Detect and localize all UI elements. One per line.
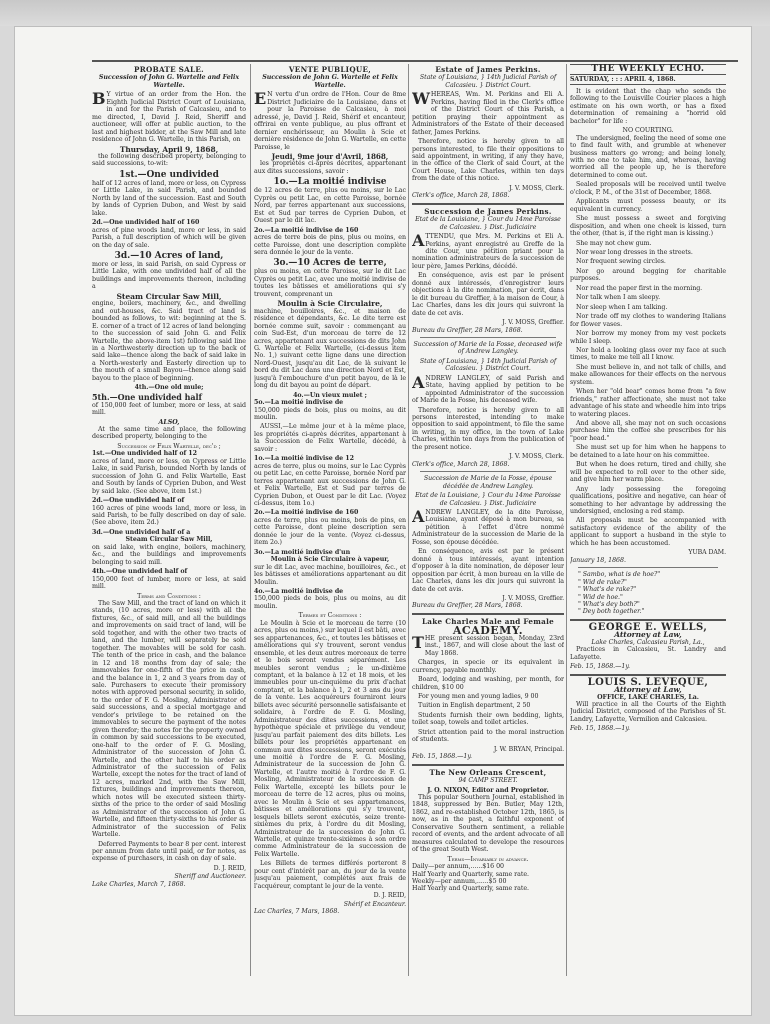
notice-text: NDREW LANGLEY, of said Parish and State, having applied by petition to be appointed Administrator of the succession of Marie de la Fosse, his deceased wife. [412,374,564,405]
item-text: plus ou moins, en cette Paroisse, sur le dit Lac Cyprès ou petit Lac, avec une moitié indivise de toutes les bâtisses et améliorations qui s'y trouvent, comprenant un [254,268,406,298]
academy-text: Board, lodging and washing, per month, for children, $10 00 [412,676,564,691]
item-text: 160 acres of pine woods land, more or less, in said Parish, to be fully described on day of sale. (See above, item 2d.) [92,504,246,527]
drop-cap: T [412,632,424,652]
terms-text: The Saw Mill, and the tract of land on which it stands, (10 acres, more or less) with all the fixtures, &c., of said mill, and all the buildings and improvements on said tract of land, will be sold together, and with the other two tracts of land, and the lumber, will separately be sold together. The movables will be sold for cash. The tenth of the price in cash, and the balance in 12 and 18 months from day of sale; the immovables for one-fifth of the price in cash, and the balance in 1, 2 and 3 years from day of sale. Purchasers to execute their promissory notes with approved personal security, in solido, to the order of F. G. Mosling, Administrator of said successions, and a special mortgage and vendor's privilege to be retained on the immovables to secure the payment of the notes given therefor; the notes for the property owned in common by said successions to be executed, one-half to the order of F. G. Mosling, Administrator of the succession of John G. Wartelle, and the other half to his order as Administrator of the succession of Felix Wartelle, except the notes for the tract of land of 12 acres, marked 2nd, with the Saw Mill, fixtures, buildings and improvements thereon, which notes will be executed sixteen thirty-sixths of the price to the order of said Mosling as Administrator of the succession of John G. Wartelle, and fifteen thirty-sixths to his order as Administrator of the succession of Felix Wartelle. [92,600,246,839]
top-rule [92,60,738,62]
probate-sale-subtitle: Succession of John G. Wartelle and Felix Wartelle. [98,74,240,89]
drop-cap: A [412,372,425,392]
academy-text: Tuition in English department, 2 50 [418,702,531,710]
academy-text: HE present session began, Monday, 23rd inst., 1867, and will close about the last of May 1868. [424,634,564,657]
article-text: Nor borrow my money from my vest pockets while I sleep. [570,330,726,345]
dateline: Feb. 15, 1868.—1y. [412,753,472,761]
attorney-name: GEORGE E. WELLS, [588,621,708,633]
attorney-place: OFFICE, LAKE CHARLES, La. [597,693,699,701]
article-text: Nor sleep when I am talking. [576,303,668,311]
sale-date: Jeudi, 9me jour d'Avril, 1868, [271,151,389,161]
academy-text: Charges, in specie or its equivalent in currency, payable monthly. [412,659,564,674]
terms-text: Les Billets de termes différés porteront 8 pour cent d'intérêt par an, du jour de la vente jusqu'au paiement, complétés aux frais de l'acquéreur, comptant le jour de la vente. [254,860,406,890]
notice-title: Succession de James Perkins. [424,206,552,216]
divider [420,471,556,472]
terms-text: Le Moulin à Scie et le morceau de terre (10 acres, plus ou moins,) sur lequel il est bâti, avec ses appartenances, &c., et toutes les bâtisses et améliorations qui s'y trouvent, seront vendus ensemble, et les deux autres morceaux de terre et le bois seront vendus séparément. Les meubles seront vendus ; le un-dixième comptant, et la balance à 12 et 18 mois, et les immeubles pour un-cinquième du prix d'achat comptant, et la balance à 1, 2 et 3 ans du jour de la vente. Les acquéreurs fourniront leurs billets avec sécurité personnelle satisfaisante et solidaire, à l'ordre de F. G. Mosling, Administrateur des dites successions, et une hypothèque spéciale et privilège du vendeur, jusqu'au parfait paiement des dits billets. Les billets pour les propriétés appartenant en commun aux dites successions, seront exécutés une moitié à l'ordre de F. G. Mosling, Administrateur de la succession de John G. Wartelle, et l'autre moitié à l'ordre de F. G. Mosling, Administrateur de la succession de Felix Wartelle, excepté les billets pour le morceau de terre de 12 acres, plus ou moins, avec le Moulin à Scie et ses appartenances, bâtisses et améliorations qui s'y trouvent, lesquels billets seront exécutés, seize trente-sixièmes du prix, à l'ordre du dit Mosling, Administrateur de la succession de John G. Wartelle, et quinze trente-sixièmes à son ordre comme Administrateur de la succession de Felix Wartelle. [254,619,406,858]
divider [420,337,556,338]
sale-date: Thursday, April 9, 1868, [119,144,219,154]
article-heading: NO COURTING. [622,127,674,135]
notice-court: Etat de la Louisiane, } Cour du 14me Paroisse de Calcasieu. } Dist. Judiciaire [415,216,561,231]
dateline: Feb. 15, 1868.—1y. [570,663,630,671]
crescent-title: The New Orleans Crescent, [429,767,547,777]
item-heading: 2d.—One undivided half of [92,497,185,505]
divider [412,764,564,766]
article-text: Nor wear long dresses in the streets. [576,248,693,256]
drop-cap: B [92,89,106,109]
signature: J. V. MOSS, Greffier. [502,319,564,327]
item-heading: 2o.—La moitié indivise de 160 [254,509,359,517]
notice-title: Estate of James Perkins. [435,65,541,74]
article-text: But when he does return, tired and chilly, she will be expected to roll over to the other side, and give him her warm place. [570,461,726,484]
dateline: January 18, 1868. [570,556,626,564]
item-heading: 4o.—La moitié indivise de [254,588,344,595]
article-text: Nor go around begging for charitable purposes. [570,267,726,283]
item-heading: 1st.—One undivided half of 12 [92,450,197,458]
article-text: It is evident that the chap who sends the following to the Louisville Courier places a high estimate on his own worth, or has a fixed determination of remaining a "horrid old bachelor" for life : [570,87,726,125]
column-rule [408,64,409,976]
item-text: machine, bouilloires, &c., et maison de résidence et dépendants, &c. Le dite terre est bornée comme suit, savoir : commençant au coin Sud-Est, d'un morceau de terre de 12 acres, appartenant aux successions de dits John G. Wartelle et Felix Wartelle, (ci-dessus item No. 1,) suivant cette ligne dans une direction Nord-Ouest, jusqu'au dit Lac, de là suivant le bord du dit Lac dans une direction Nord et Est, jusqu'à l'embouchure d'un petit bayou, de là le long du dit bayou au point de départ. [254,307,406,390]
terms-text: Deferred Payments to bear 8 per cent. interest per annum from date until paid, or for notes, as expense of purchasers, in cash on day of sale. [92,840,246,863]
notice-text: En conséquence, avis est par le présent donné aux intéressés, d'enregistrer leurs objections à la dite nomination, par écrit, dans le dit bureau du Greffier, à la maison de Cour, à Lac Charles, dans les dix jours qui suivront la date de cet avis. [412,272,564,317]
vente-title: VENTE PUBLIQUE, [288,65,372,74]
item-heading: 5o.—La moitié indivise de [254,399,344,407]
divider [570,619,726,621]
attorney-text: Practices in Calcasieu, St. Landry and Lafayette. [570,646,726,661]
article-text: Nor hold a looking glass over my face at such times, to make me tell all I know. [570,346,726,362]
article-text: She may not chew gum. [576,239,652,247]
terms-heading: Terms and Conditions : [137,592,201,600]
issue-date [570,76,726,84]
crescent-rate: Half Yearly and Quarterly, same rate. [412,870,529,878]
item-text: acres of pine woods land, more or less, in said Parish, a full description of which will be given on the day of sale. [92,226,246,249]
masthead: THE WEEKLY ECHO. [570,64,726,75]
dateline: Bureau du Greffier, 28 Mars, 1868. [412,602,523,610]
item-text: on said lake, with engine, boilers, machinery, &c., and the buildings and improvements belonging to said mill. [92,543,246,566]
vente-subtitle: Succession de John G. Wartelle et Felix Wartelle. [262,74,398,89]
column-vente-publique [254,64,406,978]
item-heading: 4th.—One undivided half of [92,568,188,576]
signature-title: Shérif et Encanteur. [343,900,406,908]
article-text: And above all, she may not on such occasions purchase him the coffee she prescribes for his "poor head." [570,420,726,442]
notice-text: TTENDU, que Mrs. M. Perkins et Eli A. Perkins, ayant enregistré au Greffe de la dite Cour, une pétition priant pour la nomination administrateurs de la succession de leur père, James Perkins, décédé. [412,233,564,270]
crescent-rate: Weekly—per annum,......$5 00 [412,877,507,885]
quip-line: " Sambo, what is de hoe?" [578,571,661,579]
notice-court: Etat de la Louisiane, } Cour du 14me Paroisse de Calcasieu. } Dist. Judiciaire [415,492,561,507]
notice-title: Succession of Marie de la Fosse, deceased wife of Andrew Langley. [413,340,563,356]
column-legal-notices [412,64,564,978]
item-text: more or less, in said Parish, on said Cypress or Little Lake, with one undivided half of all the buildings and improvements thereon, including a [92,260,246,291]
column-rule [250,64,251,976]
item-text: 150,000 pieds de bois, plus ou moins, au dit moulin. [254,406,406,422]
item-heading: Moulin à Scie Circulaire, [277,299,383,309]
also-heading: ALSO, [158,418,180,426]
signature: J. V. MOSS, Clerk. [509,184,564,192]
attorney-name: LOUIS S. LEVEQUE, [587,676,709,688]
academy-title: Lake Charles Male and Female [421,616,555,626]
item-heading: 1st.—One undivided [119,169,219,180]
signature-title: Sheriff and Auctioneer. [174,873,246,881]
drop-cap: W [412,89,430,109]
notice-court: State of Louisiana, } 14th Judicial Parish of Calcasieu. } District Court. [419,357,557,373]
article-text: Any lady possessing the foregoing qualifications, positive and negative, can hear of something to her advantage by addressing the undersigned, enclosing a red stamp. [570,485,726,516]
item-heading: Steam Circular Saw Mill, [125,536,213,544]
attorney-place: Lake Charles, Calcasieu Parish, La., [591,638,705,646]
item-text: of 150,000 feet of lumber, more or less, at said mill. [92,401,246,417]
item-text: 150,000 pieds de bois, plus ou moins, au dit moulin. [254,595,406,610]
quip-line: " What's dey both?" [578,601,640,608]
dateline: Bureau du Greffier, 28 Mars, 1868. [412,326,523,334]
divider [412,613,564,615]
column-rule [566,64,567,976]
item-text: acres de terre, plus ou moins, bois de pins, en cette Paroisse, dont pleine description sera donnée le jour de la vente. (Voyez ci-dessus, item 2o.) [254,516,406,547]
attorney-title: Attorney at Law, [614,630,682,640]
signature: D. J. REID, [373,892,406,900]
dateline: Feb. 15, 1868.—1y. [570,725,630,733]
terms-heading: Termes et Conditions : [298,612,362,620]
dateline: Clerk's office, March 28, 1868. [412,460,510,468]
signature: J. V. MOSS, Greffier. [502,595,564,602]
item-text: sur le dit Lac, avec machine, bouilloires, &c., et les bâtisses et améliorations appartenant au dit Moulin. [254,563,406,586]
signature: J. V. MOSS, Clerk. [509,453,564,461]
item-text: acres of land, more or less, on Cypress or Little Lake, in said Parish, bounded North by lands of succession of John G. and Felix Wartelle, East and South by lands of Cyprien Dubon, and West by said lake. (See above, item 1st.) [92,457,246,495]
item-heading: 1o.—La moitié indivise de 12 [254,455,354,463]
divider [578,567,718,568]
signature: D. J. REID, [213,864,246,872]
notice-text: NDREW LANGLEY, de la dite Paroisse, Louisiane, ayant déposé à mon bureau, sa pétition à l'effet d'être nommé Administrateur de la succession de Marie de la Fosse, son épouse décédée. [412,509,564,546]
item-heading: 3o.—10 Acres de terre, [273,258,387,269]
divider [412,203,564,205]
drop-cap: E [254,89,267,109]
notice-text: HEREAS, Wm. M. Perkins and Eli A. Perkins, having filed in the Clerk's office of the District Court of this Parish, a petition praying their appointment as Administrators of the Estate of their deceased father, James Perkins. [412,91,564,136]
succession-heading: Succession of Felix Wartelle, dec'd ; [117,442,221,450]
dateline: Lake Charles, March 7, 1868. [92,880,186,888]
article-text: Nor frequent sewing circles. [576,258,666,266]
article-text: The undersigned, feeling the need of some one to find fault with, and grumble at whenever business matters go wrong; and being lonely, with no one to take him, and, whereas, having worried all the people up, he is therefore determined to come out. [570,134,726,179]
crescent-editor: J. O. NIXON, Editor and Proprietor. [427,786,549,794]
crescent-address: 94 CAMP STREET. [458,777,518,785]
signature: YUBA DAM. [688,549,726,557]
vente-intro: N vertu d'un ordre de l'Hon. Cour de 8me District Judiciaire de la Louisiane, dans et pour la Paroisse de Calcasieu, à moi adressé, je, David J. Reid, Shérif et encanteur, offrirai en vente publique, au plus offrant et dernier enchérisseur, au Moulin à Scie et dernière résidence de John G. Wartelle, en cette Paroisse, le [254,91,406,151]
sale-date-text: the following described property, belonging to said successions, to-wit: [92,152,246,168]
crescent-rate: Half Yearly and Quarterly, same rate. [412,885,529,893]
page-top-edge [0,0,770,26]
article-text: She must believe in, and not talk of chills, and make allowances for their effects on the nervous system. [570,363,726,386]
also-text: AUSSI,—Le même jour et à la même place, les propriétés ci-après décrites, appartenant à la Succession de Felix Wartelle, décédé, à savoir : [254,423,406,453]
attorney-title: Attorney at Law, [614,685,682,695]
item-heading: Moulin à Scie Circulaire à vapeur, [270,556,390,564]
article-text: Sealed proposals will be received until twelve o'clock, P. M., of the 31st of December, 1868. [570,181,726,196]
academy-text: For young men and young ladies, 9 00 [418,692,539,700]
quip-line: " Wid de rake?" [578,578,627,586]
item-heading: 3o.—La moitié indivise d'un [254,548,351,556]
drop-cap: A [412,507,425,527]
item-text: acres de terre bois de pins, plus ou moins, en cette Paroisse, dont une description complète sera donnée le jour de la vente. [254,234,406,256]
signature: J. W. BRYAN, Principal. [493,745,564,753]
column-probate-sale [92,64,246,978]
academy-text: Strict attention paid to the moral instruction of students. [412,728,564,744]
article-text: Nor read the paper first in the morning. [576,284,703,292]
quip-line: " What's de rake?" [578,586,637,594]
dateline: Clerk's office, March 28, 1868. [412,192,510,200]
issue-date-text: SATURDAY, : : : APRIL 4, 1868. [570,76,676,84]
article-text: All proposals must be accompanied with satisfactory evidence of the ability of the applicant to support a husband in the style to which he has been accustomed. [570,517,726,547]
probate-intro: Y virtue of an order from the Hon. the Eighth Judicial District Court of Louisiana, in and for the Parish of Calcasieu, and to me directed, I, David J. Reid, Sheriff and auctioneer, will offer at public auction, to the last and highest bidder, at the Saw Mill and late residence of John G. Wartelle, in this Parish, on [92,91,246,144]
attorney-text: Will practice in all the Courts of the Eighth Judicial District, composed of the Parishes of St. Landry, Lafayette, Vermilion and Calcasieu. [570,700,726,723]
item-text: engine, boilers, machinery, &c., and dwelling and out-houses, &c. Said tract of land is bounded as follows, to wit: beginning at the S. E. corner of a tract of 12 acres of land belonging to the succession of said John G. and Felix Wartelle, the above-item 1st) following said line in a Northwesterly direction up to the back of said lake—thence along the back of said lake in a North-westerly and Easterly direction up to the mouth of a small Bayou—thence along said bayou to the place of beginning. [92,300,246,382]
crescent-terms: Terms—Invariably in advance. [447,855,529,863]
sale-date-text: les propriétés ci-après décrites, appartenant aux dites successions, savoir : [254,160,406,175]
quip-line: " Dey both together." [578,608,645,616]
notice-title: Succession de Marie de la Fosse, épouse décédée de Andrew Langley. [423,475,553,490]
academy-text: Students furnish their own bedding, lights, toilet soap, towels and toilet articles. [412,711,564,727]
item-heading: 4th.—One old mule; [134,384,204,392]
item-heading: 1o.—La moitié indivise [273,177,387,188]
article-text: Nor talk when I am sleepy. [576,294,661,302]
article-text: She must set up for him when he happens to be detained to a late hour on his committee. [570,444,726,459]
notice-text: En conséquence, avis est par le présent donné à tous intéressés, ayant intention d'opposer à la dite nomination, de déposer leur opposition par écrit, à mon bureau en la ville de Lac Charles, dans les dix jours qui suivront la date de cet avis. [412,548,564,593]
item-text: de 12 acres de terre, plus ou moins, sur le Lac Cyprès ou petit Lac, en cette Paroisse, bornée Nord, par terres appartenant aux successions, Est et Sud par terres de Cyprien Dubon, et Ouest par le dit lac. [254,187,406,225]
quip-line: " Wid de hoe." [578,593,623,601]
probate-sale-title: PROBATE SALE. [134,65,204,74]
also-text: At the same time and place, the following described property, belonging to the [92,426,246,441]
article-text: She must possess a sweet and forgiving disposition, and when one cheek is kissed, turn the other, (that is, if the right man is kissing.) [570,215,726,238]
column-weekly-echo [570,64,726,978]
crescent-text: This popular Southern Journal, established in 1848, suppressed by Ben. Butler, May 12th, 1862, and re-established October 12th, 1865, is now, as in the past, a faithful exponent of Conservative Southern sentiment, a reliable record of events, and the ardent advocate of all measures calculated to develope the resources of the great South West. [412,793,564,854]
item-heading: 3d.—One undivided half of a [92,528,191,536]
dateline: Lac Charles, 7 Mars, 1868. [254,908,340,916]
item-text: acres de terre, plus ou moins, sur le Lac Cyprès ou petit Lac, en cette Paroisse, bornée Nord par terres appartenant aux successions de John G. et Felix Wartelle, Est et Sud par terres de Cyprien Dubon, et Ouest par le dit Lac. (Voyez ci-dessus, item 1o.) [254,462,406,508]
article-text: Nor trade off my clothes to wandering Italians for flower vases. [570,313,726,328]
divider [570,674,726,676]
article-text: Applicants must possess beauty, or its equivalent in currency. [570,198,726,213]
item-heading: 2o.—La moitié indivise de 160 [254,226,359,234]
drop-cap: A [412,231,425,251]
item-text: 150,000 feet of lumber, more or less, at said mill. [92,575,246,591]
item-heading: 4o.—Un vieux mulet ; [293,391,367,399]
item-heading: 5th.—One undivided half [92,391,202,402]
item-heading: Steam Circular Saw Mill, [116,291,222,301]
crescent-rate: Daily—per annum,......$16 00 [412,863,504,871]
notice-text: Therefore, notice is hereby given to all persons interested, intending to make opposition to said appointment, to file the same in writing, in my office, in the town of Lake Charles, within ten days from the publication of the present notice. [412,406,564,451]
notice-text: Therefore, notice is hereby given to all persons interested, to file their oppositions to said appointment, in writing, if any they have, in the office of the Clerk of said Court, at the Court House, Lake Charles, within ten days from the date of this notice. [412,138,564,183]
item-text: half of 12 acres of land, more or less, on Cypress or Little Lake, in said Parish, and bounded North by land of the succession. East and South by lands of Cyprien Dubon, and West by said lake. [92,179,246,217]
academy-heading: ACADEMY. [452,624,524,638]
article-text: When her "old bear" comes home from "a few friends," rather affectionate, she must not take advantage of his state and wheedle him into trips to watering places. [570,388,726,418]
notice-court: State of Louisiana, } 14th Judicial Parish of Calcasieu. } District Court. [419,74,557,89]
item-heading: 2d.—One undivided half of 160 [92,219,200,227]
item-heading: 3d.—10 Acres of land, [114,250,224,261]
